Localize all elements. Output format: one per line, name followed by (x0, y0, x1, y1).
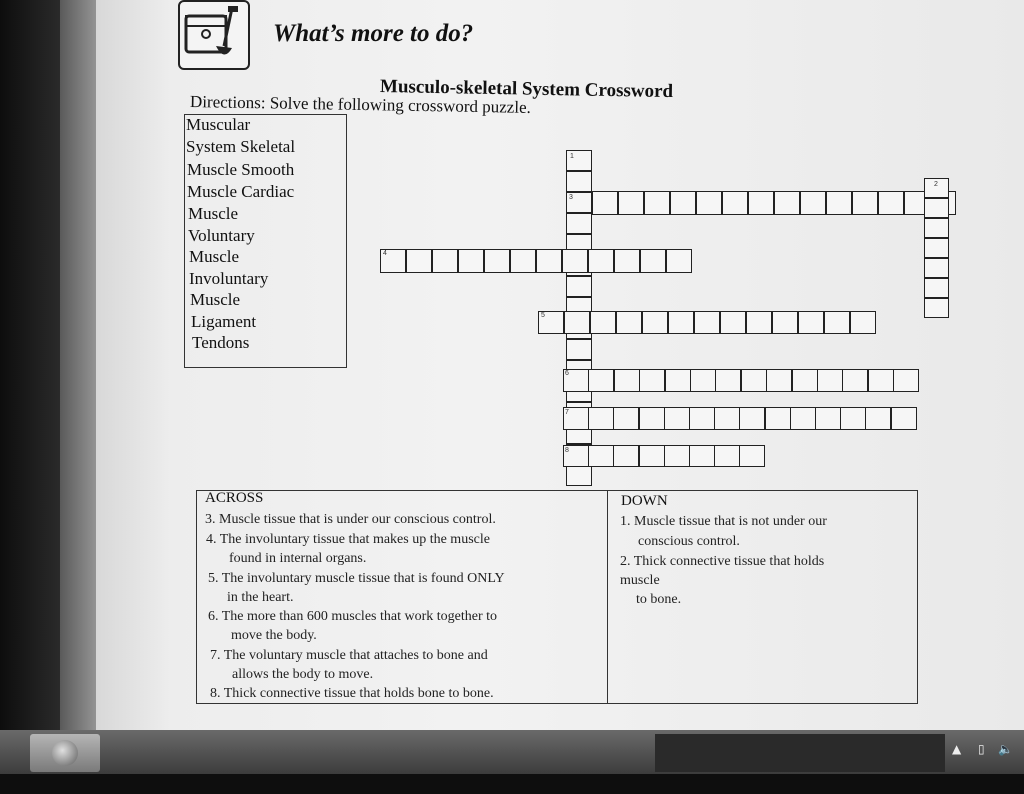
crossword-cell[interactable] (720, 311, 746, 334)
app-icon[interactable] (52, 740, 78, 766)
crossword-cell[interactable] (714, 445, 740, 467)
crossword-cell[interactable] (924, 218, 949, 238)
clue-number: 4 (383, 250, 387, 257)
taskbar-empty-area (655, 734, 945, 772)
crossword-cell[interactable] (868, 369, 894, 392)
word-bank-line: Tendons (192, 333, 250, 352)
crossword-cell[interactable] (616, 311, 642, 334)
crossword-cell[interactable] (639, 369, 665, 392)
crossword-cell[interactable] (924, 298, 949, 318)
down-clue: 1. Muscle tissue that is not under our (620, 514, 827, 529)
volume-icon[interactable]: 🔈 (998, 742, 1013, 756)
crossword-cell[interactable] (790, 407, 816, 430)
clue-number: 6 (565, 370, 569, 377)
screen-bezel-bottom (0, 774, 1024, 794)
crossword-cell[interactable] (696, 191, 722, 215)
crossword-cell[interactable] (566, 276, 592, 297)
word-bank-line: Muscle Cardiac (187, 182, 295, 201)
crossword-cell[interactable] (852, 191, 878, 215)
across-clue: 3. Muscle tissue that is under our conscious control. (205, 512, 496, 527)
crossword-cell[interactable] (640, 249, 666, 273)
across-clue: allows the body to move. (232, 667, 374, 682)
down-clue: 2. Thick connective tissue that holds (620, 554, 825, 569)
crossword-cell[interactable] (644, 191, 670, 215)
down-clue: to bone. (636, 592, 682, 607)
word-bank-line: Involuntary (189, 269, 269, 288)
crossword-cell[interactable] (564, 311, 590, 334)
crossword-cell[interactable] (664, 445, 690, 467)
clue-number: 2 (934, 181, 938, 188)
down-clue: conscious control. (638, 534, 740, 549)
directions-text: Directions: Solve the following crossword puzzle. (189, 92, 531, 117)
clue-number: 1 (570, 153, 574, 160)
crossword-cell[interactable] (694, 311, 720, 334)
crossword-cell[interactable] (642, 311, 668, 334)
crossword-cell[interactable] (639, 407, 665, 430)
crossword-cell[interactable] (618, 191, 644, 215)
across-clue: 5. The involuntary muscle tissue that is found ONLY (208, 571, 505, 586)
crossword-cell[interactable] (484, 249, 510, 273)
crossword-cell[interactable] (588, 407, 614, 430)
across-heading: ACROSS (205, 490, 264, 506)
crossword-cell[interactable] (588, 249, 614, 273)
crossword-cell[interactable] (748, 191, 774, 215)
crossword-cell[interactable] (840, 407, 866, 430)
clue-number: 3 (569, 194, 573, 201)
crossword-cell[interactable] (690, 369, 716, 392)
word-bank-line: System Skeletal (186, 137, 296, 156)
down-heading: DOWN (621, 493, 668, 509)
crossword-cell[interactable] (592, 191, 618, 215)
crossword-cell[interactable] (613, 445, 639, 467)
crossword-cell[interactable] (842, 369, 868, 392)
crossword-cell[interactable] (588, 445, 614, 467)
crossword-cell[interactable] (566, 213, 592, 234)
word-bank-line: Muscular (186, 115, 251, 134)
across-clue: 8. Thick connective tissue that holds bone to bone. (210, 686, 494, 701)
crossword-cell[interactable] (562, 249, 588, 273)
treasure-chest-shovel-icon (178, 0, 250, 70)
crossword-cell[interactable] (739, 407, 765, 430)
crossword-cell[interactable] (458, 249, 484, 273)
across-clue: move the body. (231, 628, 317, 643)
crossword-cell[interactable] (826, 191, 852, 215)
crossword-cell[interactable] (639, 445, 665, 467)
crossword-cell[interactable] (924, 258, 949, 278)
crossword-cell[interactable] (689, 407, 715, 430)
crossword-cell[interactable] (714, 407, 740, 430)
word-bank-line: Muscle (190, 290, 241, 309)
crossword-cell[interactable] (668, 311, 694, 334)
across-clue: in the heart. (227, 590, 294, 605)
crossword-cell[interactable] (510, 249, 536, 273)
crossword-cell[interactable] (766, 369, 792, 392)
clue-number: 7 (565, 409, 569, 416)
crossword-cell[interactable] (665, 369, 691, 392)
crossword-cell[interactable] (746, 311, 772, 334)
crossword-cell[interactable] (924, 238, 949, 258)
crossword-cell[interactable] (536, 249, 562, 273)
screen-bezel-left (0, 0, 60, 735)
crossword-cell[interactable] (406, 249, 432, 273)
crossword-cell[interactable] (670, 191, 696, 215)
crossword-cell[interactable] (774, 191, 800, 215)
crossword-cell[interactable] (824, 311, 850, 334)
crossword-cell[interactable] (614, 369, 640, 392)
down-clue: muscle (620, 573, 660, 588)
tray-up-arrow-icon[interactable]: ▲ (952, 742, 962, 756)
crossword-cell[interactable] (850, 311, 876, 334)
across-clue: 7. The voluntary muscle that attaches to bone and (210, 648, 488, 663)
crossword-title: Musculo-skeletal System Crossword (379, 76, 674, 103)
across-clue: 4. The involuntary tissue that makes up the muscle (206, 532, 490, 547)
crossword-cell[interactable] (666, 249, 692, 273)
crossword-cell[interactable] (689, 445, 715, 467)
page-title: What’s more to do? (273, 20, 474, 47)
crossword-cell[interactable] (566, 465, 592, 486)
crossword-cell[interactable] (432, 249, 458, 273)
word-bank-line: Muscle Smooth (187, 160, 295, 179)
crossword-cell[interactable] (613, 407, 639, 430)
clues-divider (607, 490, 608, 704)
crossword-cell[interactable] (590, 311, 616, 334)
crossword-cell[interactable] (722, 191, 748, 215)
crossword-cell[interactable] (739, 445, 765, 467)
word-bank-line: Voluntary (188, 226, 255, 245)
crossword-cell[interactable] (614, 249, 640, 273)
crossword-cell[interactable] (893, 369, 919, 392)
word-bank-line: Muscle (188, 204, 239, 223)
crossword-cell[interactable] (924, 278, 949, 298)
across-clue: found in internal organs. (229, 551, 367, 566)
crossword-cell[interactable] (878, 191, 904, 215)
word-bank-line: Ligament (191, 312, 257, 331)
crossword-cell[interactable] (792, 369, 818, 392)
crossword-cell[interactable] (664, 407, 690, 430)
page-edge-shadow (60, 0, 100, 735)
crossword-cell[interactable] (865, 407, 891, 430)
crossword-cell[interactable] (815, 407, 841, 430)
crossword-cell[interactable] (715, 369, 741, 392)
crossword-cell[interactable] (588, 369, 614, 392)
clue-number: 5 (541, 312, 545, 319)
crossword-cell[interactable] (891, 407, 917, 430)
crossword-cell[interactable] (772, 311, 798, 334)
word-bank-line: Muscle (189, 247, 240, 266)
crossword-cell[interactable] (798, 311, 824, 334)
crossword-cell[interactable] (924, 198, 949, 218)
crossword-cell[interactable] (566, 171, 592, 192)
crossword-cell[interactable] (817, 369, 843, 392)
battery-icon[interactable]: ▯ (978, 742, 985, 756)
crossword-cell[interactable] (765, 407, 791, 430)
crossword-cell[interactable] (800, 191, 826, 215)
crossword-cell[interactable] (741, 369, 767, 392)
across-clue: 6. The more than 600 muscles that work together to (208, 609, 498, 624)
crossword-cell[interactable] (566, 339, 592, 360)
clue-number: 8 (565, 447, 569, 454)
